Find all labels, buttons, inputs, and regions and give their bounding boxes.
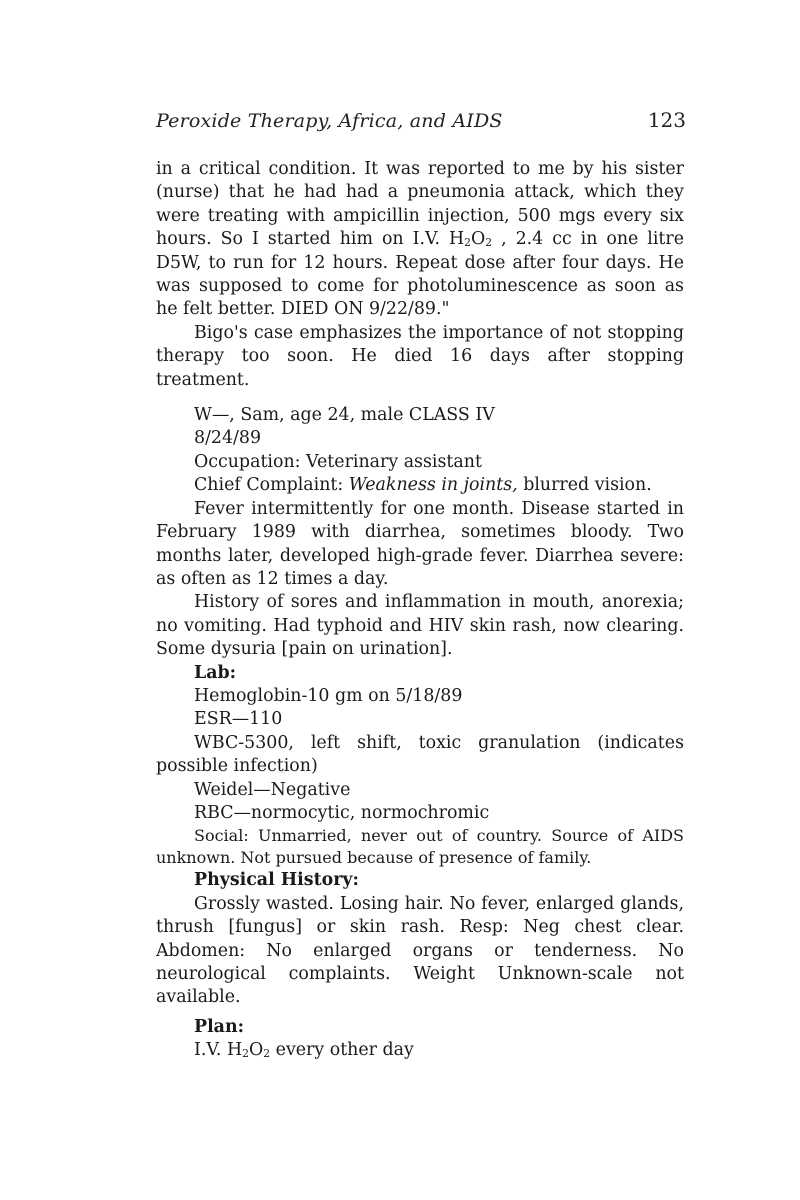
paragraph-fever-history: Fever intermittently for one month. Disease started in February 1989 with diarrhea, sometimes bloody. Two months later, developed high-grade fever. Diarrhea severe: as often as 12 times a day. [156, 498, 684, 589]
social-note: Social: Unmarried, never out of country. Source of AIDS unknown. Not pursued because of presence of family. [156, 826, 684, 868]
lab-weidel: Weidel—Negative [194, 779, 351, 800]
case-name-line: W—, Sam, age 24, male CLASS IV [194, 405, 495, 426]
case-occupation: Occupation: Veterinary assistant [194, 451, 482, 472]
page-number: 123 [647, 108, 686, 132]
paragraph-sores-history: History of sores and inflammation in mouth, anorexia; no vomiting. Had typhoid and HIV skin rash, now clearing. Some dysuria [pain on urination]. [156, 592, 684, 660]
physical-history-text: Grossly wasted. Losing hair. No fever, enlarged glands, thrush [fungus] or skin rash. Resp: Neg chest clear. Abdomen: No enlarged organs or tenderness. No neurological complaints. Weight Unknown-scale not available. [156, 893, 684, 1008]
lab-heading: Lab: [194, 662, 237, 683]
lab-hemoglobin: Hemoglobin-10 gm on 5/18/89 [194, 685, 463, 706]
page-header [156, 108, 686, 138]
running-title: Peroxide Therapy, Africa, and AIDS [156, 110, 503, 132]
plan-heading: Plan: [194, 1016, 245, 1037]
body-text [156, 158, 684, 1063]
lab-rbc: RBC—normocytic, normochromic [194, 802, 490, 823]
lab-esr: ESR—110 [194, 709, 283, 730]
paragraph-case-continuation: in a critical condition. It was reported to me by his sister (nurse) that he had had a pneumonia attack, which they were treating with ampicillin injection, 500 mgs every six hours. So I started him on I.V. H2O2 , 2.4 cc in one litre D5W, to run for 12 hours. Repeat dose after four days. He was supposed to come for photoluminescence as soon as he felt better. DIED ON 9/22/89." [156, 159, 685, 320]
plan-text: I.V. H2O2 every other day [194, 1040, 414, 1061]
lab-wbc: WBC-5300, left shift, toxic granulation (indicates possible infection) [156, 732, 684, 777]
paragraph-bigo-case: Bigo's case emphasizes the importance of not stopping therapy too soon. He died 16 days after stopping treatment. [156, 322, 684, 390]
case-chief-complaint: Chief Complaint: Weakness in joints, blurred vision. [194, 475, 652, 496]
physical-history-heading: Physical History: [194, 870, 359, 891]
case-date: 8/24/89 [194, 428, 262, 449]
